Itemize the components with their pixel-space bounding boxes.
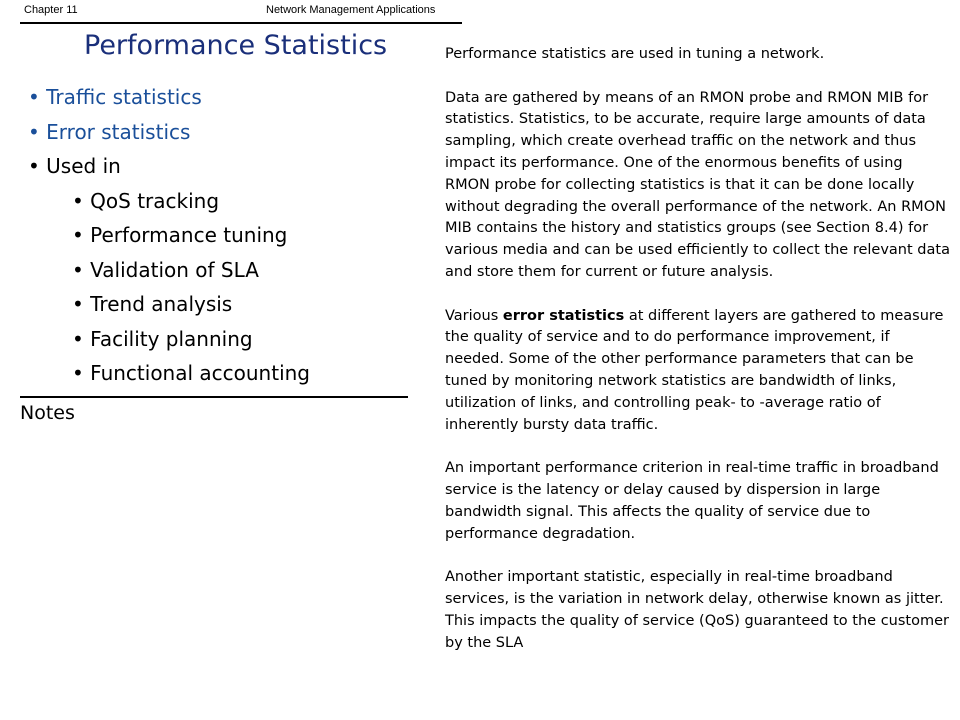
notes-paragraph-2: Data are gathered by means of an RMON probe and RMON MIB for statistics. Statistics, to be accurate, require large amounts of data sampling, which create overhead traffic on the network and thus impact its performance. One of the enormous benefits of using RMON probe for collecting statistics is that it can be done locally without degrading the overall performance of the network. An RMON MIB contains the history and statistics groups (see Section 8.4) for various media and can be used efficiently to collect the relevant data and store them for current or future analysis. <box>445 89 950 280</box>
notes-p3-bold: error statistics <box>502 307 625 324</box>
sub-bullet-qos-tracking: • QoS tracking <box>28 184 310 219</box>
sub-bullet-performance-tuning: • Performance tuning <box>28 218 310 253</box>
notes-paragraph-3 <box>445 306 950 437</box>
bullet-traffic-statistics: • Traffic statistics <box>28 80 310 115</box>
notes-p3-start: Various <box>445 307 503 324</box>
book-title: Network Management Applications <box>266 4 436 16</box>
notes-text <box>445 44 950 676</box>
notes-divider <box>20 396 408 398</box>
chapter-label: Chapter 11 <box>24 4 78 16</box>
slide-title: Performance Statistics <box>84 30 388 61</box>
sub-bullet-facility-planning: • Facility planning <box>28 322 310 357</box>
notes-label: Notes <box>20 402 75 424</box>
sub-bullet-functional-accounting: • Functional accounting <box>28 356 310 391</box>
notes-paragraph-5: Another important statistic, especially in real-time broadband services, is the variation in network delay, otherwise known as jitter. This impacts the quality of service (QoS) guaranteed to the customer by the SLA <box>445 569 949 651</box>
notes-p3-end: at different layers are gathered to measure the quality of service and to do performance improvement, if needed. Some of the other performance parameters that can be tuned by monitoring network statistics are bandwidth of links, utilization of links, and controlling peak- to -average ratio of inherently bursty data traffic. <box>445 307 944 433</box>
slide-bullet-list <box>28 80 310 391</box>
bullet-error-statistics: • Error statistics <box>28 115 310 150</box>
sub-bullet-trend-analysis: • Trend analysis <box>28 287 310 322</box>
bullet-used-in: • Used in <box>28 149 310 184</box>
notes-paragraph-4: An important performance criterion in real-time traffic in broadband service is the latency or delay caused by dispersion in large bandwidth signal. This affects the quality of service due to performance degradation. <box>445 460 939 542</box>
notes-paragraph-1: Performance statistics are used in tuning a network. <box>445 46 825 62</box>
header-divider <box>20 22 462 24</box>
sub-bullet-validation-of-sla: • Validation of SLA <box>28 253 310 288</box>
